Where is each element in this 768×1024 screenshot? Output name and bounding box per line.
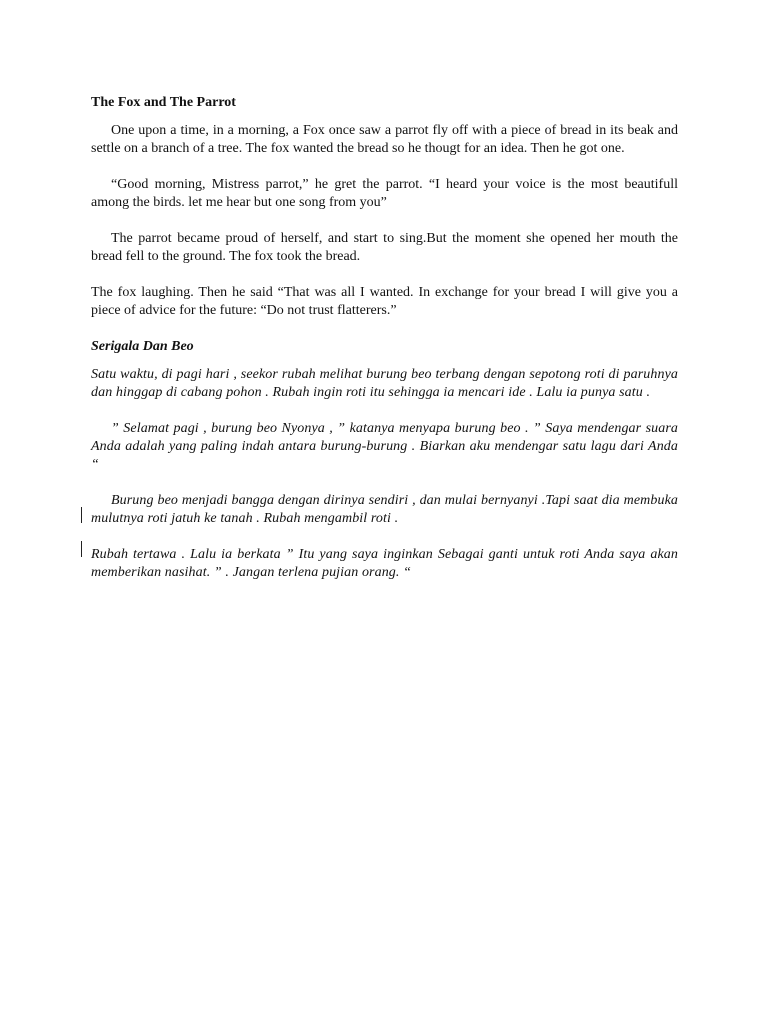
document-page <box>91 94 678 600</box>
indonesian-paragraph-4: Rubah tertawa . Lalu ia berkata ” Itu yang saya inginkan Sebagai ganti untuk roti Anda saya akan memberikan nasihat. ” . Jangan terlena pujian orang. “ <box>91 547 678 580</box>
indonesian-paragraph-3: Burung beo menjadi bangga dengan dirinya sendiri , dan mulai bernyanyi .Tapi saat dia membuka mulutnya roti jatuh ke tanah . Rubah mengambil roti . <box>91 493 678 526</box>
indonesian-paragraph-1: Satu waktu, di pagi hari , seekor rubah melihat burung beo terbang dengan sepotong roti di paruhnya dan hinggap di cabang pohon . Rubah ingin roti itu sehingga ia mencari ide . Lalu ia punya satu . <box>91 367 678 400</box>
english-paragraph-2: “Good morning, Mistress parrot,” he gret the parrot. “I heard your voice is the most beautifull among the birds. let me hear but one song from you” <box>91 177 678 210</box>
english-paragraph-3: The parrot became proud of herself, and start to sing.But the moment she opened her mouth the bread fell to the ground. The fox took the bread. <box>91 231 678 264</box>
change-bar-marker <box>81 507 82 523</box>
english-paragraph-4: The fox laughing. Then he said “That was all I wanted. In exchange for your bread I will give you a piece of advice for the future: “Do not trust flatterers.” <box>91 285 678 318</box>
change-bar-marker <box>81 541 82 557</box>
english-title: The Fox and The Parrot <box>91 95 236 110</box>
english-paragraph-1: One upon a time, in a morning, a Fox once saw a parrot fly off with a piece of bread in its beak and settle on a branch of a tree. The fox wanted the bread so he thougt for an idea. Then he got one. <box>91 123 678 156</box>
indonesian-paragraph-2: ” Selamat pagi , burung beo Nyonya , ” katanya menyapa burung beo . ” Saya mendengar suara Anda adalah yang paling indah antara burung-burung . Biarkan aku mendengar satu lagu dari Anda “ <box>91 421 678 472</box>
indonesian-title: Serigala Dan Beo <box>91 339 194 354</box>
